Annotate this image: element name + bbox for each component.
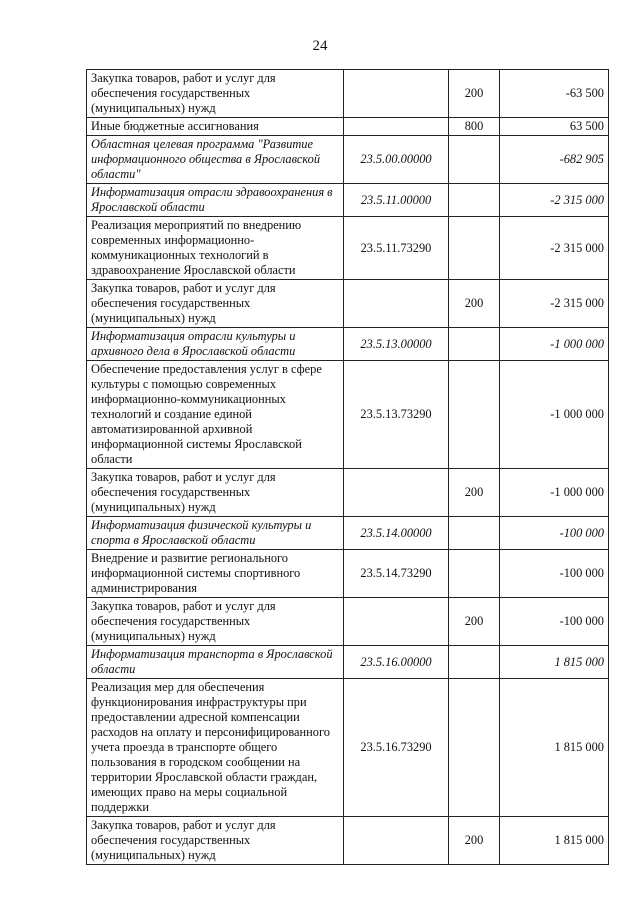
table-row [87,328,609,361]
row-code-cell: 23.5.16.00000 [344,646,449,679]
table-row [87,679,609,817]
table-row [87,136,609,184]
row-type-cell [449,361,500,469]
row-amount-cell: 1 815 000 [500,817,609,865]
table-row [87,550,609,598]
row-amount-cell: -1 000 000 [500,328,609,361]
row-amount-cell: -1 000 000 [500,361,609,469]
row-name-cell: Реализация мер для обеспечения функционирования инфраструктуры при предоставлении адресной компенсации расходов на оплату и персонифицированного учета проезда в транспорте общего пользования в городском сообщении на территории Ярославской области граждан, имеющих право на меры социальной поддержки [87,679,344,817]
row-type-cell [449,646,500,679]
row-amount-cell: -100 000 [500,550,609,598]
row-name-cell: Иные бюджетные ассигнования [87,118,344,136]
table-row [87,646,609,679]
row-amount-cell: -100 000 [500,598,609,646]
row-code-cell: 23.5.11.73290 [344,217,449,280]
row-amount-cell: -2 315 000 [500,184,609,217]
row-type-cell [449,550,500,598]
row-code-cell: 23.5.00.00000 [344,136,449,184]
row-code-cell: 23.5.13.00000 [344,328,449,361]
table-row [87,361,609,469]
row-name-cell: Закупка товаров, работ и услуг для обеспечения государственных (муниципальных) нужд [87,280,344,328]
row-type-cell: 200 [449,817,500,865]
row-amount-cell: -63 500 [500,70,609,118]
row-name-cell: Закупка товаров, работ и услуг для обеспечения государственных (муниципальных) нужд [87,817,344,865]
table-row [87,280,609,328]
row-name-cell: Закупка товаров, работ и услуг для обеспечения государственных (муниципальных) нужд [87,70,344,118]
row-code-cell [344,598,449,646]
row-name-cell: Областная целевая программа "Развитие информационного общества в Ярославской области" [87,136,344,184]
row-amount-cell: 1 815 000 [500,646,609,679]
budget-table-body [87,70,609,865]
row-code-cell: 23.5.14.00000 [344,517,449,550]
table-row [87,469,609,517]
row-code-cell [344,469,449,517]
row-type-cell: 200 [449,469,500,517]
table-row [87,517,609,550]
row-type-cell [449,184,500,217]
row-type-cell [449,679,500,817]
row-name-cell: Информатизация отрасли здравоохранения в Ярославской области [87,184,344,217]
row-type-cell [449,136,500,184]
table-row [87,118,609,136]
row-name-cell: Информатизация транспорта в Ярославской области [87,646,344,679]
table-row [87,817,609,865]
row-type-cell [449,328,500,361]
row-type-cell: 200 [449,280,500,328]
row-name-cell: Внедрение и развитие регионального информационной системы спортивного администрирования [87,550,344,598]
page-number: 24 [312,38,328,54]
table-row [87,70,609,118]
row-code-cell: 23.5.13.73290 [344,361,449,469]
row-type-cell: 200 [449,598,500,646]
row-type-cell: 800 [449,118,500,136]
row-name-cell: Информатизация физической культуры и спорта в Ярославской области [87,517,344,550]
row-code-cell [344,70,449,118]
row-code-cell [344,817,449,865]
table-row [87,184,609,217]
table-row [87,598,609,646]
table-row [87,217,609,280]
row-code-cell: 23.5.11.00000 [344,184,449,217]
row-amount-cell: -2 315 000 [500,217,609,280]
row-name-cell: Реализация мероприятий по внедрению современных информационно-коммуникационных технологий в здравоохранение Ярославской области [87,217,344,280]
row-name-cell: Информатизация отрасли культуры и архивного дела в Ярославской области [87,328,344,361]
row-code-cell: 23.5.16.73290 [344,679,449,817]
row-amount-cell: -100 000 [500,517,609,550]
row-code-cell: 23.5.14.73290 [344,550,449,598]
row-amount-cell: -1 000 000 [500,469,609,517]
row-type-cell [449,517,500,550]
budget-table [86,69,609,865]
row-amount-cell: 63 500 [500,118,609,136]
row-amount-cell: -682 905 [500,136,609,184]
row-type-cell: 200 [449,70,500,118]
row-name-cell: Закупка товаров, работ и услуг для обеспечения государственных (муниципальных) нужд [87,469,344,517]
row-amount-cell: -2 315 000 [500,280,609,328]
row-type-cell [449,217,500,280]
row-code-cell [344,280,449,328]
row-name-cell: Закупка товаров, работ и услуг для обеспечения государственных (муниципальных) нужд [87,598,344,646]
row-code-cell [344,118,449,136]
row-name-cell: Обеспечение предоставления услуг в сфере культуры с помощью современных информационно-коммуникационных технологий и создание единой автоматизированной архивной информационной системы Ярославской области [87,361,344,469]
row-amount-cell: 1 815 000 [500,679,609,817]
